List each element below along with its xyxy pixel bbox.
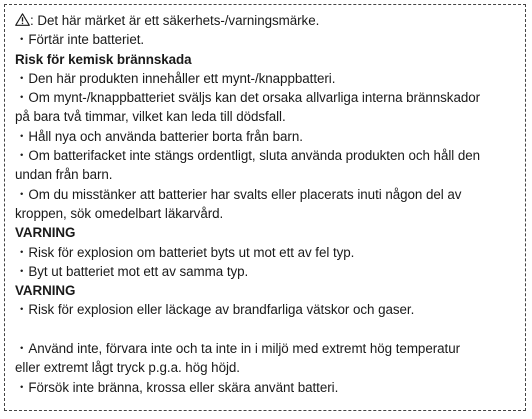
battery-safety-notice — [4, 4, 526, 411]
notice-line: ・Försök inte bränna, krossa eller skära använt batteri. — [15, 379, 339, 395]
notice-line: kroppen, sök omedelbart läkarvård. — [15, 205, 224, 221]
symbol-explanation-text: : Det här märket är ett säkerhets-/varningsmärke. — [30, 13, 320, 28]
notice-line: ・Risk för explosion om batteriet byts ut mot ett av fel typ. — [15, 244, 355, 260]
symbol-explanation-line — [15, 11, 517, 30]
notice-line: ・Den här produkten innehåller ett mynt-/knappbatteri. — [15, 70, 336, 86]
notice-line: eller extremt lågt tryck p.g.a. hög höjd. — [15, 360, 240, 376]
notice-line: ・Om mynt-/knappbatteriet sväljs kan det orsaka allvarliga interna brännskador — [15, 90, 481, 106]
notice-lines — [15, 30, 517, 397]
notice-line: ・Förtär inte batteriet. — [15, 32, 145, 48]
notice-line: ・Om batterifacket inte stängs ordentligt, sluta använda produkten och håll den — [15, 148, 481, 164]
notice-line: ・Använd inte, förvara inte och ta inte in i miljö med extremt hög temperatur — [15, 341, 461, 357]
notice-line: ・Om du misstänker att batterier har svalts eller placerats inuti någon del av — [15, 186, 462, 202]
section-heading: Risk för kemisk brännskada — [15, 51, 192, 67]
notice-line: på bara två timmar, vilket kan leda till dödsfall. — [15, 109, 286, 125]
notice-line: ・Håll nya och använda batterier borta från barn. — [15, 128, 303, 144]
warning-triangle-icon — [15, 13, 30, 26]
notice-line: ・Byt ut batteriet mot ett av samma typ. — [15, 263, 249, 279]
blank-line — [15, 320, 517, 339]
section-heading: VARNING — [15, 283, 76, 299]
notice-line: undan från barn. — [15, 167, 113, 183]
section-heading: VARNING — [15, 225, 76, 241]
notice-line: ・Risk för explosion eller läckage av brandfarliga vätskor och gaser. — [15, 302, 415, 318]
